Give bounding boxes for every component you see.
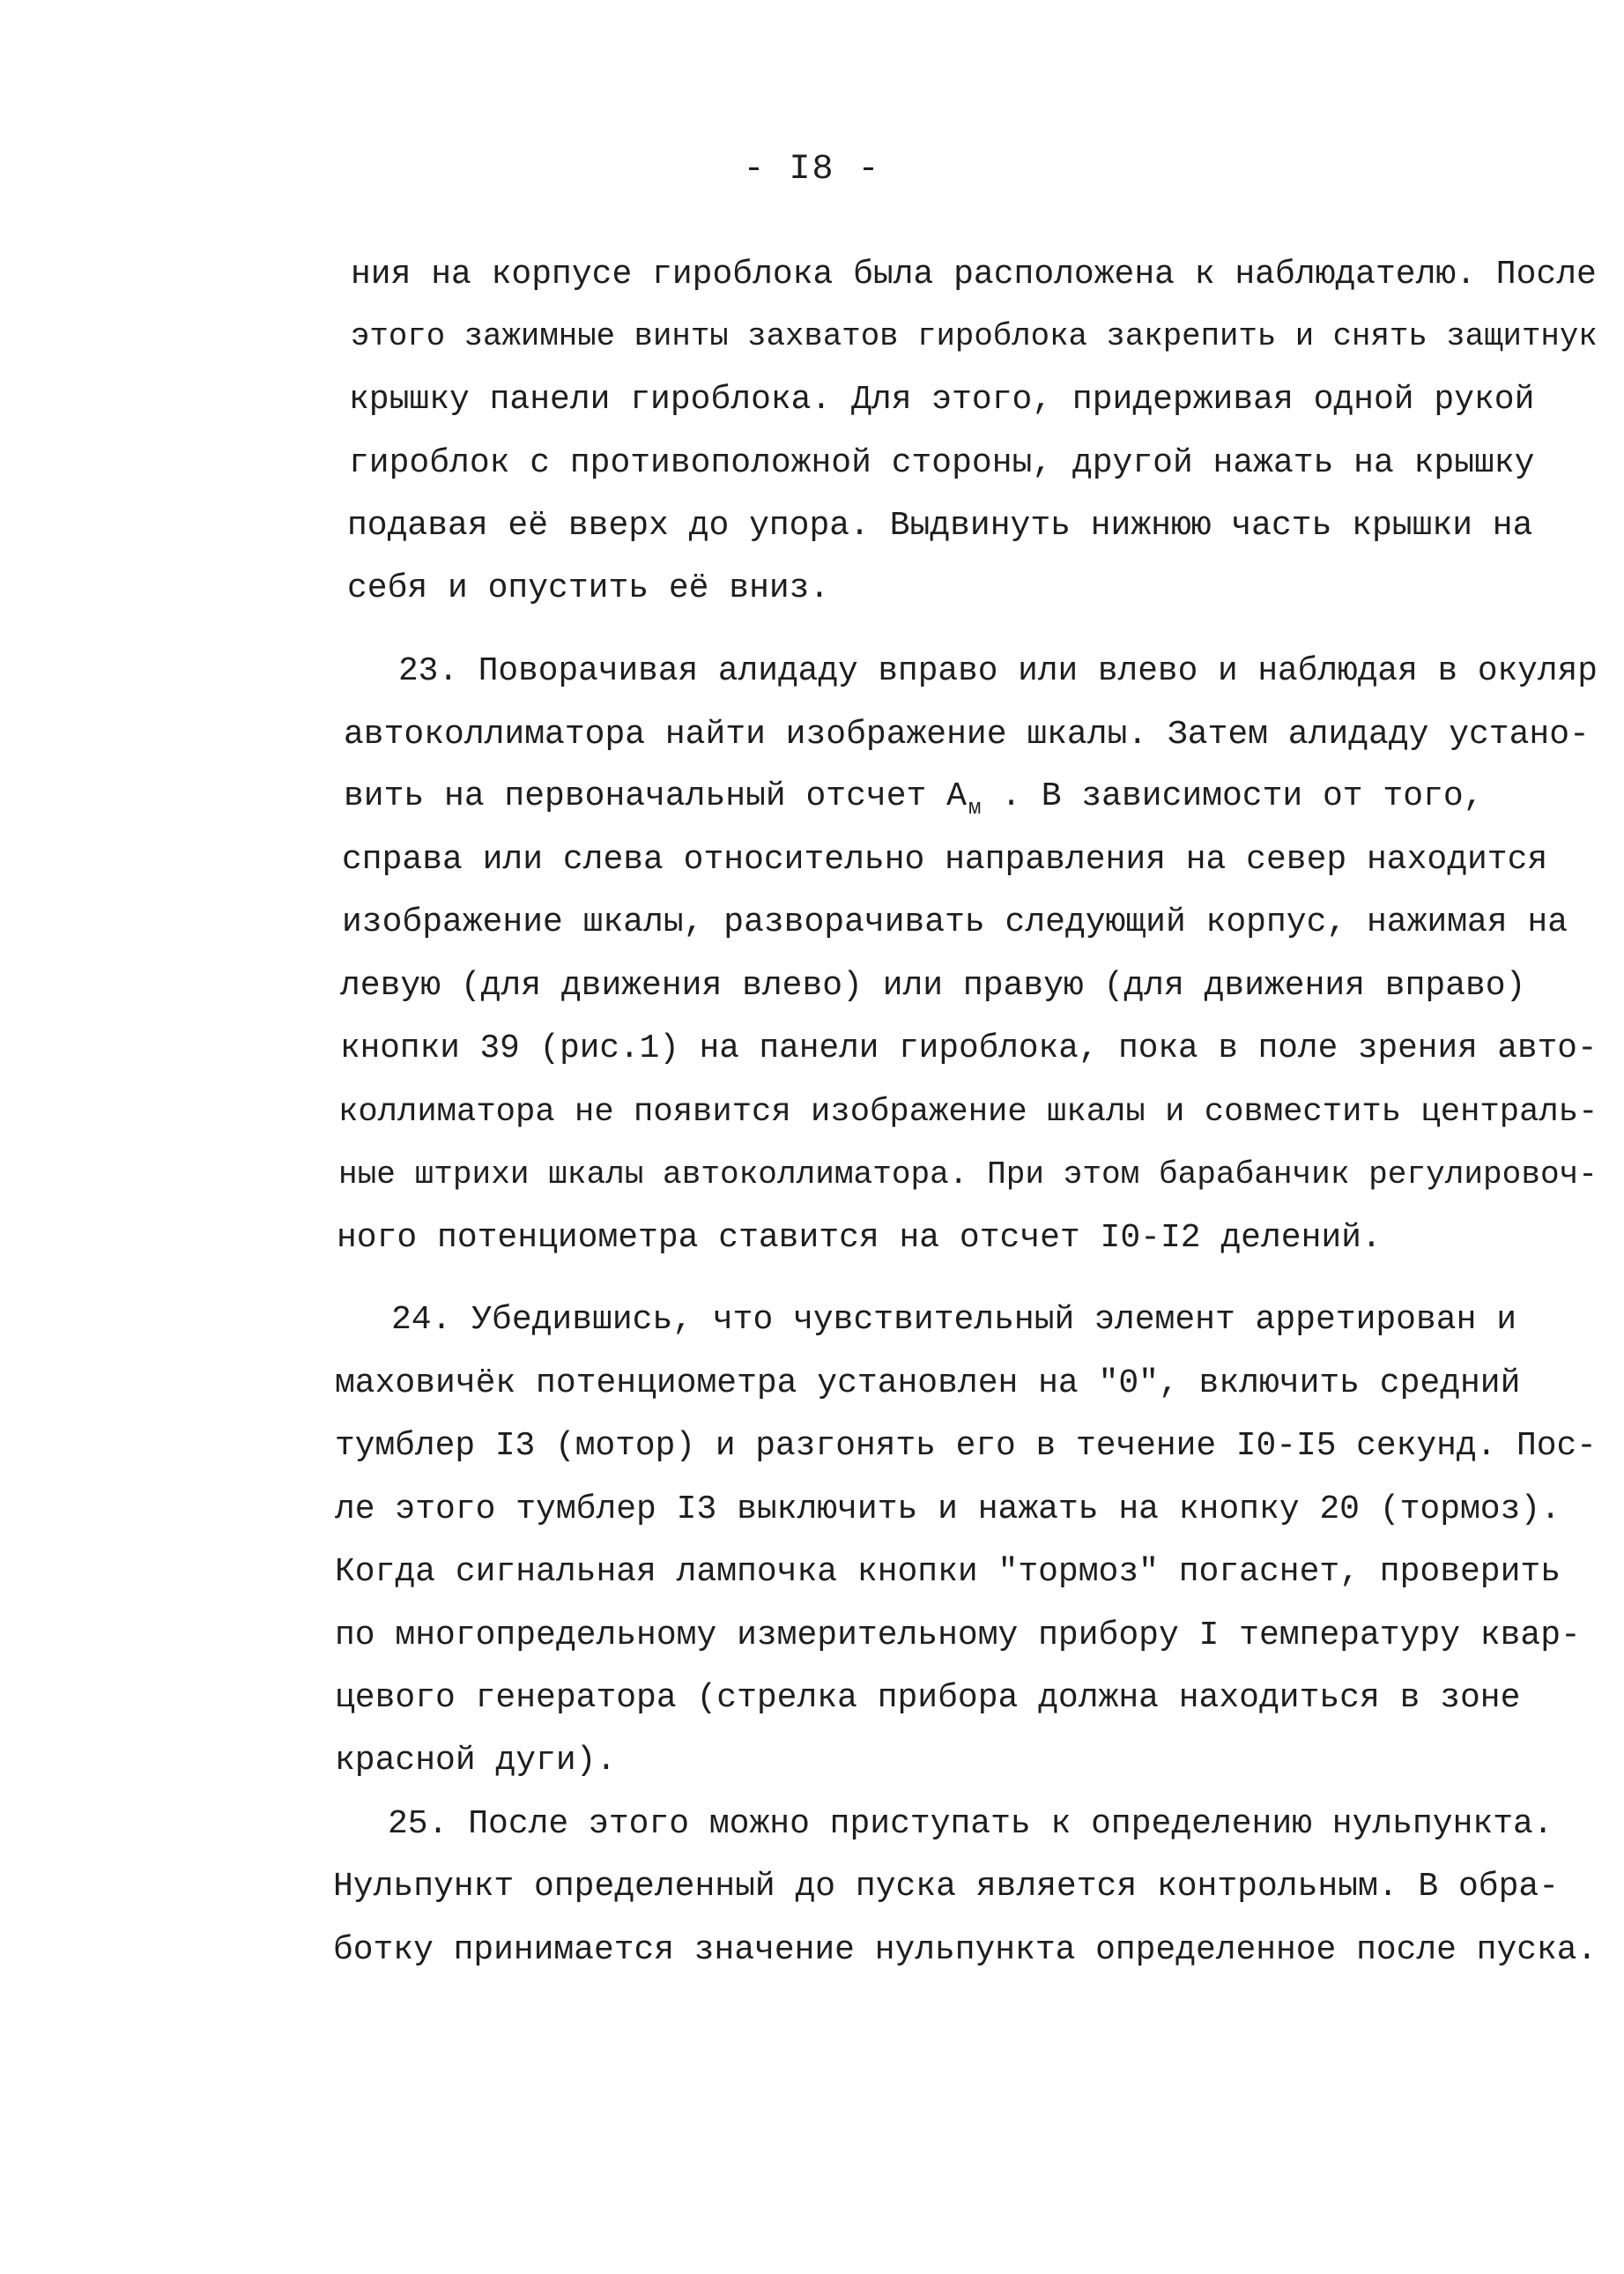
text-line: 24. Убедившись, что чувствительный элемент арретирован и: [391, 1301, 1517, 1339]
text-line: коллиматора не появится изображение шкалы и совместить централь-: [338, 1094, 1598, 1131]
text-fragment: вить на первоначальный отсчет: [344, 777, 947, 815]
text-line: крышку панели гироблока. Для этого, придерживая одной рукой: [349, 381, 1535, 419]
text-line: этого зажимные винты захватов гироблока закрепить и снять защитнук: [351, 318, 1598, 354]
text-line: 25. После этого можно приступать к определению нульпункта.: [388, 1805, 1554, 1843]
text-line: справа или слева относительно направления на север находится: [342, 841, 1548, 879]
symbol-subscript: м: [968, 797, 982, 821]
text-line: левую (для движения влево) или правую (для движения вправо): [340, 967, 1526, 1005]
text-line: гироблок с противоположной стороны, другой нажать на крышку: [349, 444, 1535, 482]
text-line: ные штрихи шкалы автоколлиматора. При этом барабанчик регулировоч-: [338, 1156, 1598, 1193]
text-line: цевого генератора (стрелка прибора должна находиться в зоне: [335, 1679, 1521, 1717]
text-line: красной дуги).: [335, 1742, 617, 1780]
text-line: маховичёк потенциометра установлен на "0", включить средний: [335, 1364, 1521, 1402]
text-line: ния на корпусе гироблока была расположена к наблюдателю. После: [351, 256, 1597, 294]
text-line: Нульпункт определенный до пуска является контрольным. В обра-: [333, 1868, 1560, 1906]
text-line: автоколлиматора найти изображение шкалы. Затем алидаду устано-: [344, 716, 1590, 754]
text-fragment: . В зависимости от того,: [981, 777, 1484, 815]
symbol-a: А: [946, 777, 967, 815]
text-line: по многопредельному измерительному прибору I температуру квар-: [335, 1616, 1581, 1654]
text-line: ботку принимается значение нульпункта определенное после пуска.: [333, 1931, 1598, 1969]
text-line: ного потенциометра ставится на отсчет I0-I2 делений.: [337, 1219, 1382, 1257]
text-line: Когда сигнальная лампочка кнопки "тормоз" погаснет, проверить: [335, 1553, 1561, 1591]
text-line-with-symbol: [344, 776, 1483, 830]
text-line: изображение шкалы, разворачивать следующий корпус, нажимая на: [342, 903, 1568, 941]
text-line: кнопки 39 (рис.1) на панели гироблока, пока в поле зрения авто-: [340, 1030, 1598, 1067]
page-number: - I8 -: [743, 150, 881, 190]
text-line: тумблер I3 (мотор) и разгонять его в течение I0-I5 секунд. Пос-: [335, 1427, 1597, 1465]
text-line: подавая её вверх до упора. Выдвинуть нижнюю часть крышки на: [347, 507, 1533, 545]
text-line: 23. Поворачивая алидаду вправо или влево и наблюдая в окуляр: [398, 653, 1598, 690]
text-line: ле этого тумблер I3 выключить и нажать на кнопку 20 (тормоз).: [335, 1490, 1561, 1528]
text-line: себя и опустить её вниз.: [347, 569, 830, 607]
